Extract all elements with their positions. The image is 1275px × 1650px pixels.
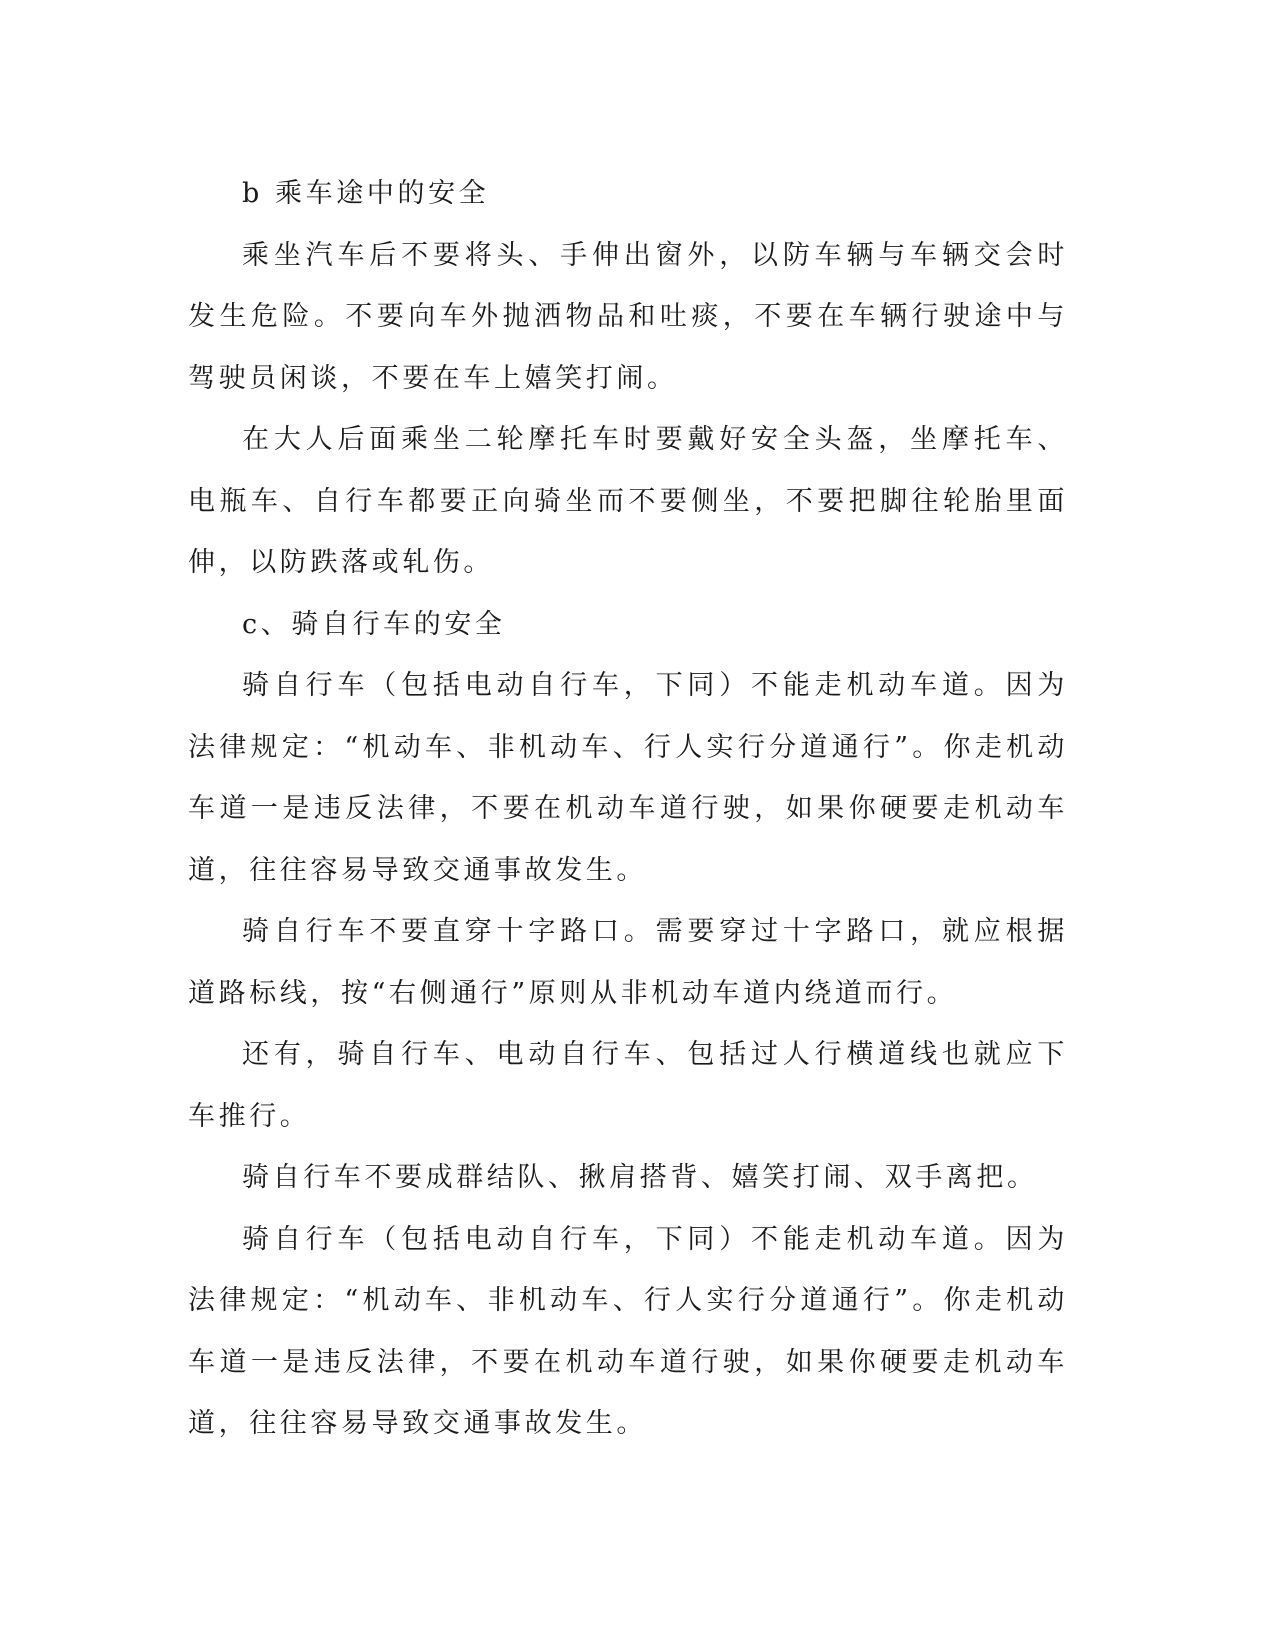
paragraph-motor-lane-rule-repeat: 骑自行车（包括电动自行车，下同）不能走机动车道。因为法律规定：“机动车、非机动车、行人实行分道通行”。你走机动车道一是违反法律，不要在机动车道行驶，如果你硬要走机动车道，往往容易导致交通事故发生。	[188, 1223, 1068, 1439]
section-heading-b: b 乘车途中的安全	[242, 178, 490, 209]
document-body	[188, 163, 1068, 1455]
paragraph-window-safety: 乘坐汽车后不要将头、手伸出窗外，以防车辆与车辆交会时发生危险。不要向车外抛洒物品和吐痰，不要在车辆行驶途中与驾驶员闲谈，不要在车上嬉笑打闹。	[188, 239, 1068, 394]
paragraph-group-riding-rule: 骑自行车不要成群结队、揪肩搭背、嬉笑打闹、双手离把。	[242, 1162, 1038, 1193]
paragraph-motorcycle-safety: 在大人后面乘坐二轮摩托车时要戴好安全头盔，坐摩托车、电瓶车、自行车都要正向骑坐而不要侧坐，不要把脚往轮胎里面伸，以防跌落或轧伤。	[188, 424, 1068, 578]
section-heading-c: c、骑自行车的安全	[242, 608, 506, 640]
paragraph-motor-lane-rule: 骑自行车（包括电动自行车，下同）不能走机动车道。因为法律规定：“机动车、非机动车、行人实行分道通行”。你走机动车道一是违反法律，不要在机动车道行驶，如果你硬要走机动车道，往往容易导致交通事故发生。	[188, 670, 1068, 886]
paragraph-intersection-rule: 骑自行车不要直穿十字路口。需要穿过十字路口，就应根据道路标线，按“右侧通行”原则从非机动车道内绕道而行。	[188, 916, 1068, 1009]
paragraph-crosswalk-rule: 还有，骑自行车、电动自行车、包括过人行横道线也就应下车推行。	[188, 1039, 1068, 1132]
